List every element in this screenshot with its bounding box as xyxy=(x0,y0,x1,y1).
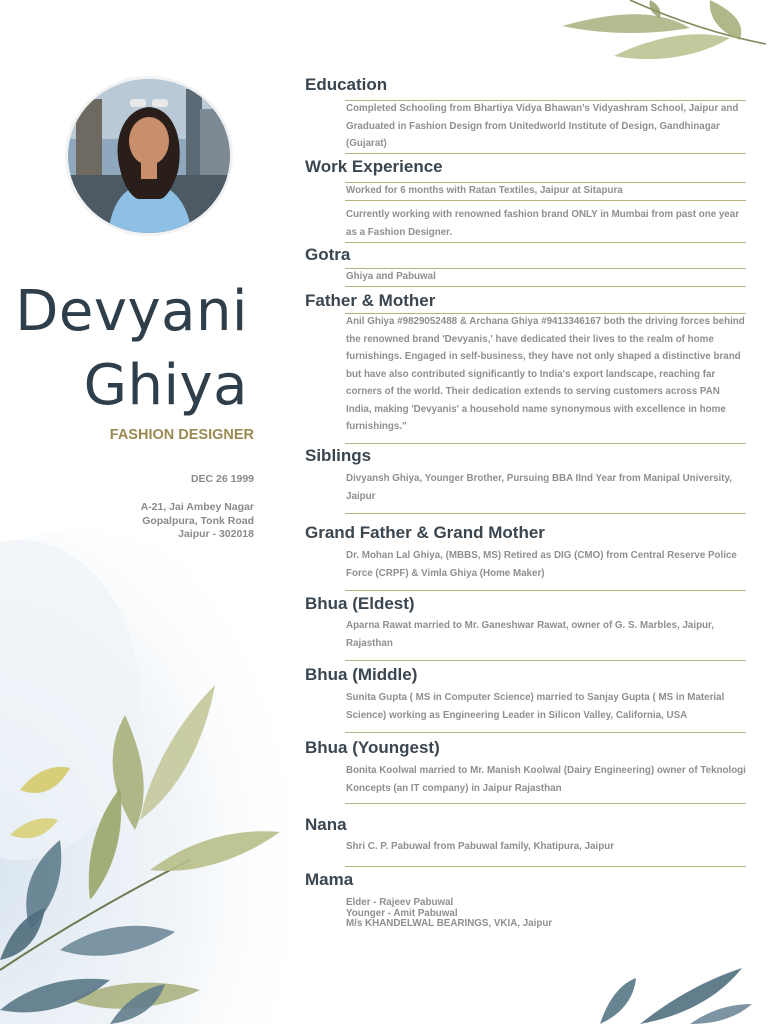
bottom-leaves-decoration xyxy=(0,670,300,1024)
work-item-1: Worked for 6 months with Ratan Textiles, Jaipur at Sitapura xyxy=(346,185,623,196)
parents-heading: Father & Mother xyxy=(305,291,436,310)
parents-text: Anil Ghiya #9829052488 & Archana Ghiya #9413346167 both the driving forces behind the renowned brand 'Devyanis,' have dedicated their lives to the realm of home furnishings. Engaged in self-business, they have not only shaped a distinctive brand but have also contributed significantly to India's export landscape, reaching far corners of the world. Their dedication extends to serving customers across PAN India, making 'Devyanis' a household name synonymous with excellence in home furnishings." xyxy=(346,316,745,432)
profile-photo xyxy=(65,76,233,236)
section-divider xyxy=(345,242,746,243)
section-divider xyxy=(345,513,746,514)
grandparents-text: Dr. Mohan Lal Ghiya, (MBBS, MS) Retired as DIG (CMO) from Central Reserve Police Force (CRPF) & Vimla Ghiya (Home Maker) xyxy=(346,550,737,579)
bhua-youngest-text: Bonita Koolwal married to Mr. Manish Koolwal (Dairy Engineering) owner of Teknologi Koncepts (an IT company) in Jaipur Rajasthan xyxy=(346,765,746,794)
section-divider xyxy=(345,803,746,804)
education-heading: Education xyxy=(305,75,388,94)
section-divider xyxy=(345,732,746,733)
mama-line-3: M/s KHANDELWAL BEARINGS, VKIA, Jaipur xyxy=(346,918,553,929)
mama-heading: Mama xyxy=(305,870,354,889)
role-title: FASHION DESIGNER xyxy=(109,427,254,443)
bhua-eldest-text: Aparna Rawat married to Mr. Ganeshwar Rawat, owner of G. S. Marbles, Jaipur, Rajasthan xyxy=(346,620,715,649)
mama-line-2: Younger - Amit Pabuwal xyxy=(346,907,458,919)
mama-line-1: Elder - Rajeev Pabuwal xyxy=(346,897,454,908)
section-divider xyxy=(345,443,746,444)
education-text: Completed Schooling from Bhartiya Vidya Bhawan's Vidyashram School, Jaipur and Graduated in Fashion Design from Unitedworld Institute of Design, Gandhinagar (Gujarat) xyxy=(346,103,739,149)
first-name: Devyani xyxy=(15,279,248,344)
address-line-2: Gopalpura, Tonk Road xyxy=(142,514,254,527)
date-of-birth: DEC 26 1999 xyxy=(190,473,254,485)
gotra-heading: Gotra xyxy=(305,245,351,264)
bottom-right-leaves-decoration xyxy=(580,960,768,1024)
bhua-eldest-heading: Bhua (Eldest) xyxy=(305,594,415,613)
section-divider xyxy=(345,866,746,867)
bhua-middle-heading: Bhua (Middle) xyxy=(305,665,418,684)
address-line-3: Jaipur - 302018 xyxy=(178,528,254,540)
work-experience-heading: Work Experience xyxy=(305,157,443,176)
top-leaves-decoration xyxy=(540,0,768,80)
bhua-middle-text: Sunita Gupta ( MS in Computer Science) married to Sanjay Gupta ( MS in Material Science) working as Engineering Leader in Silicon Valley, California, USA xyxy=(346,692,725,721)
section-divider xyxy=(345,590,746,591)
work-item-2: Currently working with renowned fashion brand ONLY in Mumbai from past one year as a Fashion Designer. xyxy=(346,209,740,238)
bhua-youngest-heading: Bhua (Youngest) xyxy=(305,738,440,757)
address xyxy=(141,501,254,542)
gotra-text: Ghiya and Pabuwal xyxy=(346,271,436,282)
nana-text: Shri C. P. Pabuwal from Pabuwal family, Khatipura, Jaipur xyxy=(346,841,615,852)
portrait-photo-icon xyxy=(68,79,230,233)
grandparents-heading: Grand Father & Grand Mother xyxy=(305,523,545,542)
section-divider xyxy=(345,153,746,154)
siblings-heading: Siblings xyxy=(305,446,372,465)
section-divider xyxy=(345,286,746,287)
siblings-text: Divyansh Ghiya, Younger Brother, Pursuing BBA IInd Year from Manipal University, Jaipur xyxy=(346,473,732,502)
address-line-1: A-21, Jai Ambey Nagar xyxy=(140,501,254,513)
mama-text xyxy=(346,898,748,930)
section-divider xyxy=(345,660,746,661)
last-name: Ghiya xyxy=(83,353,248,418)
section-divider xyxy=(345,200,746,201)
nana-heading: Nana xyxy=(305,815,347,834)
